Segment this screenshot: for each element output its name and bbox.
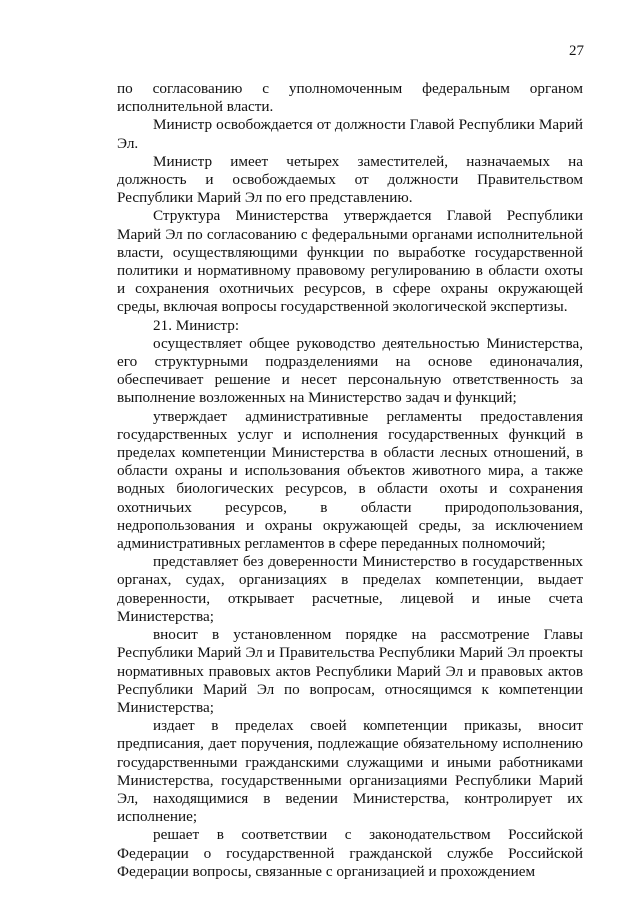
paragraph: решает в соответствии с законодательством Российской Федерации о государственной гражданской службе Российской Федерации вопросы, связанные с организацией и прохождением xyxy=(117,826,583,880)
paragraph: утверждает административные регламенты предоставления государственных услуг и исполнения государственных функций в пределах компетенции Министерства в области лесных отношений, в области охраны и использования объектов животного мира, а также водных биологических ресурсов, в области охоты и сохранения охотничьих ресурсов, в области природопользования, недропользования и охраны окружающей среды, за исключением административных регламентов в сфере переданных полномочий; xyxy=(117,407,583,553)
paragraph: Структура Министерства утверждается Главой Республики Марий Эл по согласованию с федеральными органами исполнительной власти, осуществляющими функции по выработке государственной политики и нормативному правовому регулированию в области охоты и сохранения охотничьих ресурсов, в сфере охраны окружающей среды, включая вопросы государственной экологической экспертизы. xyxy=(117,207,583,316)
paragraph: 21. Министр: xyxy=(153,316,240,334)
paragraph: по согласованию с уполномоченным федеральным органом исполнительной власти. xyxy=(117,80,583,116)
paragraph: представляет без доверенности Министерство в государственных органах, судах, организациях в пределах компетенции, выдает доверенности, открывает расчетные, лицевой и иные счета Министерства; xyxy=(117,553,583,625)
paragraph: вносит в установленном порядке на рассмотрение Главы Республики Марий Эл и Правительства Республики Марий Эл проекты нормативных правовых актов Республики Марий Эл и правовых актов Республики Марий Эл по вопросам, относящимся к компетенции Министерства; xyxy=(117,626,583,716)
document-body xyxy=(117,80,583,881)
paragraph: издает в пределах своей компетенции приказы, вносит предписания, дает поручения, подлежащие обязательному исполнению государственными гражданскими служащими и иными работниками Министерства, государственными организациями Республики Марий Эл, находящимися в ведении Министерства, контролирует их исполнение; xyxy=(117,717,583,826)
paragraph: Министр освобождается от должности Главой Республики Марий Эл. xyxy=(117,116,583,152)
paragraph: осуществляет общее руководство деятельностью Министерства, его структурными подразделениями на основе единоначалия, обеспечивает решение и несет персональную ответственность за выполнение возложенных на Министерство задач и функций; xyxy=(117,334,583,407)
paragraph: Министр имеет четырех заместителей, назначаемых на должность и освобождаемых от должности Правительством Республики Марий Эл по его представлению. xyxy=(117,152,583,207)
page-number: 27 xyxy=(569,43,584,59)
